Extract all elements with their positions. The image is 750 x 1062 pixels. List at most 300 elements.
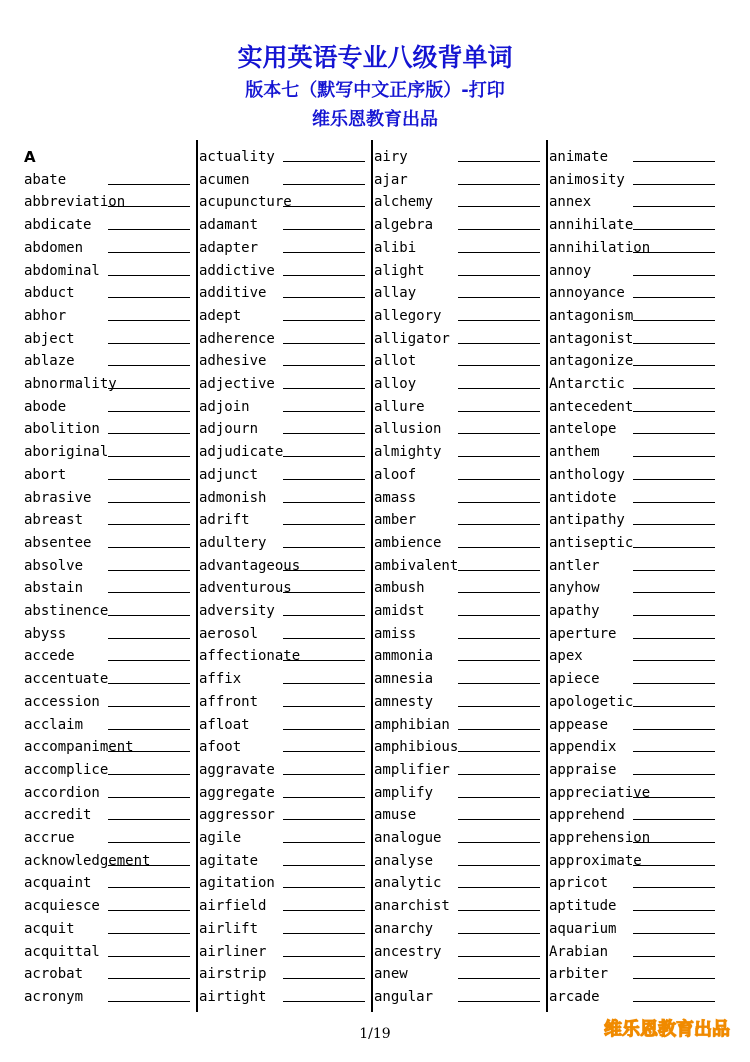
- answer-blank[interactable]: [458, 161, 540, 162]
- answer-blank[interactable]: [633, 865, 715, 866]
- vocab-entry: [549, 555, 715, 577]
- vocab-word: antagonist: [549, 330, 634, 347]
- vocab-entry: [549, 850, 715, 872]
- answer-blank[interactable]: [633, 819, 715, 820]
- vocab-entry: [549, 146, 715, 168]
- answer-blank[interactable]: [108, 592, 190, 593]
- answer-blank[interactable]: [633, 570, 715, 571]
- vocab-entry: [374, 418, 540, 440]
- answer-blank[interactable]: [283, 388, 365, 389]
- vocab-entry: [549, 577, 715, 599]
- vocab-word: aerosol: [199, 625, 259, 642]
- answer-blank[interactable]: [458, 320, 540, 321]
- answer-blank[interactable]: [458, 524, 540, 525]
- vocab-entry: [199, 373, 365, 395]
- answer-blank[interactable]: [108, 638, 190, 639]
- answer-blank[interactable]: [283, 887, 365, 888]
- vocab-entry: [374, 577, 540, 599]
- answer-blank[interactable]: [283, 297, 365, 298]
- answer-blank[interactable]: [108, 910, 190, 911]
- vocab-word: adherence: [199, 330, 275, 347]
- vocab-word: affront: [199, 693, 259, 710]
- vocab-word: acupuncture: [199, 194, 292, 211]
- answer-blank[interactable]: [458, 433, 540, 434]
- answer-blank[interactable]: [283, 570, 365, 571]
- answer-blank[interactable]: [458, 797, 540, 798]
- answer-blank[interactable]: [108, 365, 190, 366]
- vocab-word: apex: [549, 648, 583, 665]
- vocab-word: apologetic: [549, 693, 634, 710]
- answer-blank[interactable]: [283, 524, 365, 525]
- answer-blank[interactable]: [283, 229, 365, 230]
- answer-blank[interactable]: [283, 592, 365, 593]
- vocab-entry: [199, 191, 365, 213]
- answer-blank[interactable]: [108, 320, 190, 321]
- answer-blank[interactable]: [458, 683, 540, 684]
- answer-blank[interactable]: [283, 479, 365, 480]
- answer-blank[interactable]: [283, 842, 365, 843]
- vocab-entry: [374, 804, 540, 826]
- answer-blank[interactable]: [283, 433, 365, 434]
- vocab-entry: [374, 328, 540, 350]
- answer-blank[interactable]: [458, 729, 540, 730]
- answer-blank[interactable]: [283, 978, 365, 979]
- vocab-word: amphibian: [374, 716, 450, 733]
- answer-blank[interactable]: [458, 865, 540, 866]
- answer-blank[interactable]: [283, 797, 365, 798]
- answer-blank[interactable]: [283, 1001, 365, 1002]
- vocab-word: acknowledgement: [24, 852, 151, 869]
- answer-blank[interactable]: [108, 479, 190, 480]
- answer-blank[interactable]: [108, 751, 190, 752]
- vocab-word: amplifier: [374, 761, 450, 778]
- vocab-word: abreast: [24, 512, 84, 529]
- vocab-word: accompaniment: [24, 739, 134, 756]
- vocab-entry: [549, 782, 715, 804]
- answer-blank[interactable]: [108, 1001, 190, 1002]
- vocab-entry: [24, 418, 190, 440]
- answer-blank[interactable]: [458, 479, 540, 480]
- vocab-word: antelope: [549, 421, 617, 438]
- answer-blank[interactable]: [633, 456, 715, 457]
- vocab-word: addictive: [199, 262, 275, 279]
- answer-blank[interactable]: [458, 842, 540, 843]
- answer-blank[interactable]: [458, 933, 540, 934]
- vocab-entry: [374, 895, 540, 917]
- vocab-entry: [199, 714, 365, 736]
- vocab-word: amidst: [374, 603, 425, 619]
- vocab-entry: [199, 963, 365, 985]
- answer-blank[interactable]: [108, 206, 190, 207]
- answer-blank[interactable]: [633, 229, 715, 230]
- answer-blank[interactable]: [458, 774, 540, 775]
- answer-blank[interactable]: [633, 638, 715, 639]
- vocab-entry: [549, 532, 715, 554]
- answer-blank[interactable]: [283, 456, 365, 457]
- vocab-entry: [199, 782, 365, 804]
- vocab-word: animosity: [549, 171, 625, 188]
- vocab-entry: [549, 509, 715, 531]
- vocab-entry: [374, 986, 540, 1008]
- section-letter: A: [24, 148, 36, 166]
- word-column-2: [199, 140, 373, 1012]
- answer-blank[interactable]: [633, 524, 715, 525]
- answer-blank[interactable]: [108, 252, 190, 253]
- answer-blank[interactable]: [283, 365, 365, 366]
- answer-blank[interactable]: [108, 615, 190, 616]
- vocab-word: aggravate: [199, 761, 275, 778]
- answer-blank[interactable]: [458, 456, 540, 457]
- answer-blank[interactable]: [458, 297, 540, 298]
- answer-blank[interactable]: [283, 910, 365, 911]
- answer-blank[interactable]: [283, 751, 365, 752]
- answer-blank[interactable]: [633, 660, 715, 661]
- vocab-entry: [24, 237, 190, 259]
- vocab-entry: [374, 532, 540, 554]
- vocab-entry: [199, 645, 365, 667]
- answer-blank[interactable]: [108, 502, 190, 503]
- vocab-entry: [374, 237, 540, 259]
- vocab-word: adapter: [199, 239, 259, 256]
- answer-blank[interactable]: [633, 206, 715, 207]
- vocab-word: abdicate: [24, 217, 92, 234]
- answer-blank[interactable]: [108, 547, 190, 548]
- answer-blank[interactable]: [458, 206, 540, 207]
- vocab-word: agitation: [199, 875, 275, 892]
- vocab-entry: [199, 396, 365, 418]
- vocab-entry: [199, 941, 365, 963]
- vocab-word: anarchy: [374, 920, 434, 937]
- answer-blank[interactable]: [458, 275, 540, 276]
- answer-blank[interactable]: [458, 592, 540, 593]
- answer-blank[interactable]: [633, 1001, 715, 1002]
- vocab-word: analyse: [374, 852, 434, 869]
- vocab-word: abrasive: [24, 489, 92, 506]
- vocab-word: abyss: [24, 625, 67, 642]
- word-column-3: [374, 140, 548, 1012]
- vocab-word: allusion: [374, 421, 442, 438]
- vocab-word: arbiter: [549, 966, 609, 983]
- answer-blank[interactable]: [283, 706, 365, 707]
- answer-blank[interactable]: [633, 887, 715, 888]
- answer-blank[interactable]: [108, 297, 190, 298]
- answer-blank[interactable]: [633, 774, 715, 775]
- vocab-word: agitate: [199, 852, 259, 869]
- answer-blank[interactable]: [458, 638, 540, 639]
- answer-blank[interactable]: [108, 456, 190, 457]
- vocab-entry: [24, 191, 190, 213]
- answer-blank[interactable]: [633, 502, 715, 503]
- answer-blank[interactable]: [633, 320, 715, 321]
- vocab-word: accentuate: [24, 671, 109, 688]
- answer-blank[interactable]: [633, 479, 715, 480]
- vocab-word: Antarctic: [549, 376, 625, 392]
- vocab-entry: [549, 986, 715, 1008]
- answer-blank[interactable]: [458, 252, 540, 253]
- vocab-entry: [199, 146, 365, 168]
- page-number: 1/19: [359, 1026, 391, 1042]
- vocab-word: abort: [24, 466, 67, 483]
- vocab-entry: [549, 963, 715, 985]
- answer-blank[interactable]: [458, 184, 540, 185]
- vocab-word: adjourn: [199, 421, 259, 438]
- answer-blank[interactable]: [458, 411, 540, 412]
- answer-blank[interactable]: [458, 910, 540, 911]
- answer-blank[interactable]: [633, 161, 715, 162]
- vocab-word: anarchist: [374, 898, 450, 915]
- vocab-entry: [374, 668, 540, 690]
- vocab-entry: [24, 645, 190, 667]
- answer-blank[interactable]: [283, 933, 365, 934]
- answer-blank[interactable]: [283, 252, 365, 253]
- answer-blank[interactable]: [633, 592, 715, 593]
- vocab-word: alloy: [374, 376, 417, 392]
- answer-blank[interactable]: [458, 887, 540, 888]
- vocab-entry: [199, 827, 365, 849]
- vocab-word: aperture: [549, 625, 617, 642]
- vocab-entry: [199, 441, 365, 463]
- answer-blank[interactable]: [283, 819, 365, 820]
- vocab-entry: [374, 759, 540, 781]
- answer-blank[interactable]: [283, 774, 365, 775]
- answer-blank[interactable]: [633, 343, 715, 344]
- answer-blank[interactable]: [108, 797, 190, 798]
- answer-blank[interactable]: [108, 706, 190, 707]
- vocab-entry: [374, 487, 540, 509]
- answer-blank[interactable]: [633, 706, 715, 707]
- answer-blank[interactable]: [458, 229, 540, 230]
- answer-blank[interactable]: [108, 887, 190, 888]
- answer-blank[interactable]: [283, 865, 365, 866]
- answer-blank[interactable]: [633, 411, 715, 412]
- vocab-word: abject: [24, 330, 75, 347]
- vocab-word: apprehend: [549, 807, 625, 824]
- vocab-word: amass: [374, 489, 417, 506]
- answer-blank[interactable]: [283, 729, 365, 730]
- answer-blank[interactable]: [108, 570, 190, 571]
- vocab-word: annihilate: [549, 217, 634, 234]
- answer-blank[interactable]: [108, 388, 190, 389]
- vocab-entry: [549, 282, 715, 304]
- vocab-entry: [549, 668, 715, 690]
- answer-blank[interactable]: [633, 433, 715, 434]
- answer-blank[interactable]: [458, 819, 540, 820]
- vocab-word: amnesty: [374, 693, 434, 710]
- vocab-word: absentee: [24, 534, 92, 551]
- vocab-entry: [549, 328, 715, 350]
- answer-blank[interactable]: [108, 524, 190, 525]
- vocab-entry: [24, 736, 190, 758]
- vocab-entry: [24, 350, 190, 372]
- vocab-word: agile: [199, 830, 242, 846]
- vocab-word: allay: [374, 285, 417, 302]
- answer-blank[interactable]: [633, 184, 715, 185]
- answer-blank[interactable]: [283, 660, 365, 661]
- vocab-entry: [549, 623, 715, 645]
- answer-blank[interactable]: [108, 729, 190, 730]
- vocab-entry: [374, 691, 540, 713]
- answer-blank[interactable]: [633, 547, 715, 548]
- vocab-word: alibi: [374, 239, 417, 256]
- vocab-entry: [24, 782, 190, 804]
- vocab-entry: [374, 441, 540, 463]
- vocab-word: airy: [374, 149, 408, 165]
- vocab-word: alight: [374, 262, 425, 279]
- vocab-entry: [374, 714, 540, 736]
- vocab-word: amphibious: [374, 739, 459, 756]
- answer-blank[interactable]: [458, 706, 540, 707]
- answer-blank[interactable]: [458, 751, 540, 752]
- vocab-entry: [549, 305, 715, 327]
- answer-blank[interactable]: [633, 388, 715, 389]
- vocab-entry: [549, 895, 715, 917]
- vocab-word: appraise: [549, 761, 617, 778]
- answer-blank[interactable]: [108, 978, 190, 979]
- answer-blank[interactable]: [108, 275, 190, 276]
- answer-blank[interactable]: [633, 729, 715, 730]
- answer-blank[interactable]: [458, 388, 540, 389]
- vocab-word: antagonize: [549, 353, 634, 370]
- vocab-entry: [549, 214, 715, 236]
- answer-blank[interactable]: [283, 343, 365, 344]
- vocab-entry: [374, 918, 540, 940]
- answer-blank[interactable]: [458, 660, 540, 661]
- vocab-word: afloat: [199, 716, 250, 733]
- vocab-word: airstrip: [199, 966, 267, 983]
- answer-blank[interactable]: [458, 502, 540, 503]
- vocab-word: adept: [199, 307, 242, 324]
- vocab-word: adjudicate: [199, 444, 284, 461]
- answer-blank[interactable]: [633, 615, 715, 616]
- answer-blank[interactable]: [283, 956, 365, 957]
- vocab-entry: [199, 850, 365, 872]
- vocab-entry: [199, 555, 365, 577]
- answer-blank[interactable]: [108, 343, 190, 344]
- vocab-word: acquaint: [24, 875, 92, 892]
- vocab-entry: [24, 396, 190, 418]
- vocab-entry: [549, 418, 715, 440]
- vocab-word: anthology: [549, 466, 625, 483]
- vocab-word: abdominal: [24, 262, 100, 279]
- document-title: 实用英语专业八级背单词: [237, 43, 513, 72]
- answer-blank[interactable]: [108, 819, 190, 820]
- answer-blank[interactable]: [633, 842, 715, 843]
- answer-blank[interactable]: [633, 297, 715, 298]
- answer-blank[interactable]: [108, 660, 190, 661]
- vocab-entry: [24, 759, 190, 781]
- answer-blank[interactable]: [633, 910, 715, 911]
- vocab-entry: [374, 373, 540, 395]
- vocab-word: airtight: [199, 988, 267, 1005]
- answer-blank[interactable]: [108, 933, 190, 934]
- answer-blank[interactable]: [458, 570, 540, 571]
- answer-blank[interactable]: [108, 865, 190, 866]
- answer-blank[interactable]: [283, 184, 365, 185]
- publisher-line: 维乐恩教育出品: [312, 109, 438, 130]
- answer-blank[interactable]: [633, 683, 715, 684]
- vocab-word: almighty: [374, 444, 442, 461]
- vocab-entry: [24, 623, 190, 645]
- vocab-entry: [549, 827, 715, 849]
- answer-blank[interactable]: [633, 978, 715, 979]
- vocab-word: acclaim: [24, 716, 84, 733]
- answer-blank[interactable]: [108, 184, 190, 185]
- answer-blank[interactable]: [633, 933, 715, 934]
- vocab-entry: [24, 509, 190, 531]
- answer-blank[interactable]: [108, 774, 190, 775]
- vocab-word: abate: [24, 171, 67, 188]
- answer-blank[interactable]: [458, 615, 540, 616]
- vocab-entry: [24, 714, 190, 736]
- vocab-word: annihilation: [549, 239, 651, 256]
- answer-blank[interactable]: [283, 502, 365, 503]
- vocab-word: ambivalent: [374, 557, 459, 574]
- answer-blank[interactable]: [108, 842, 190, 843]
- vocab-word: abode: [24, 398, 67, 415]
- vocab-entry: [374, 282, 540, 304]
- vocab-entry: [199, 600, 365, 622]
- vocab-entry: [199, 532, 365, 554]
- answer-blank[interactable]: [283, 275, 365, 276]
- answer-blank[interactable]: [633, 365, 715, 366]
- answer-blank[interactable]: [633, 275, 715, 276]
- vocab-word: amber: [374, 512, 417, 529]
- answer-blank[interactable]: [458, 343, 540, 344]
- answer-blank[interactable]: [633, 252, 715, 253]
- vocab-entry: [199, 691, 365, 713]
- vocab-word: adrift: [199, 512, 250, 529]
- vocab-word: antagonism: [549, 307, 634, 324]
- answer-blank[interactable]: [283, 320, 365, 321]
- vocab-entry: [24, 487, 190, 509]
- vocab-entry: [24, 986, 190, 1008]
- vocab-word: abduct: [24, 285, 75, 302]
- answer-blank[interactable]: [458, 547, 540, 548]
- vocab-word: acquiesce: [24, 898, 100, 915]
- vocab-word: accordion: [24, 784, 100, 801]
- vocab-word: allot: [374, 353, 417, 370]
- answer-blank[interactable]: [283, 411, 365, 412]
- answer-blank[interactable]: [283, 615, 365, 616]
- vocab-entry: [374, 146, 540, 168]
- answer-blank[interactable]: [108, 411, 190, 412]
- vocab-entry: [549, 441, 715, 463]
- answer-blank[interactable]: [633, 956, 715, 957]
- answer-blank[interactable]: [458, 1001, 540, 1002]
- answer-blank[interactable]: [108, 956, 190, 957]
- answer-blank[interactable]: [633, 751, 715, 752]
- answer-blank[interactable]: [458, 978, 540, 979]
- answer-blank[interactable]: [633, 797, 715, 798]
- vocab-word: ancestry: [374, 943, 442, 960]
- vocab-word: anthem: [549, 444, 600, 461]
- vocab-entry: [199, 464, 365, 486]
- vocab-entry: [549, 237, 715, 259]
- vocab-entry: [24, 260, 190, 282]
- answer-blank[interactable]: [108, 683, 190, 684]
- answer-blank[interactable]: [283, 547, 365, 548]
- answer-blank[interactable]: [283, 638, 365, 639]
- answer-blank[interactable]: [283, 206, 365, 207]
- answer-blank[interactable]: [283, 683, 365, 684]
- answer-blank[interactable]: [458, 365, 540, 366]
- vocab-word: apprehension: [549, 830, 651, 846]
- answer-blank[interactable]: [108, 229, 190, 230]
- vocab-entry: [199, 895, 365, 917]
- answer-blank[interactable]: [283, 161, 365, 162]
- answer-blank[interactable]: [458, 956, 540, 957]
- answer-blank[interactable]: [108, 433, 190, 434]
